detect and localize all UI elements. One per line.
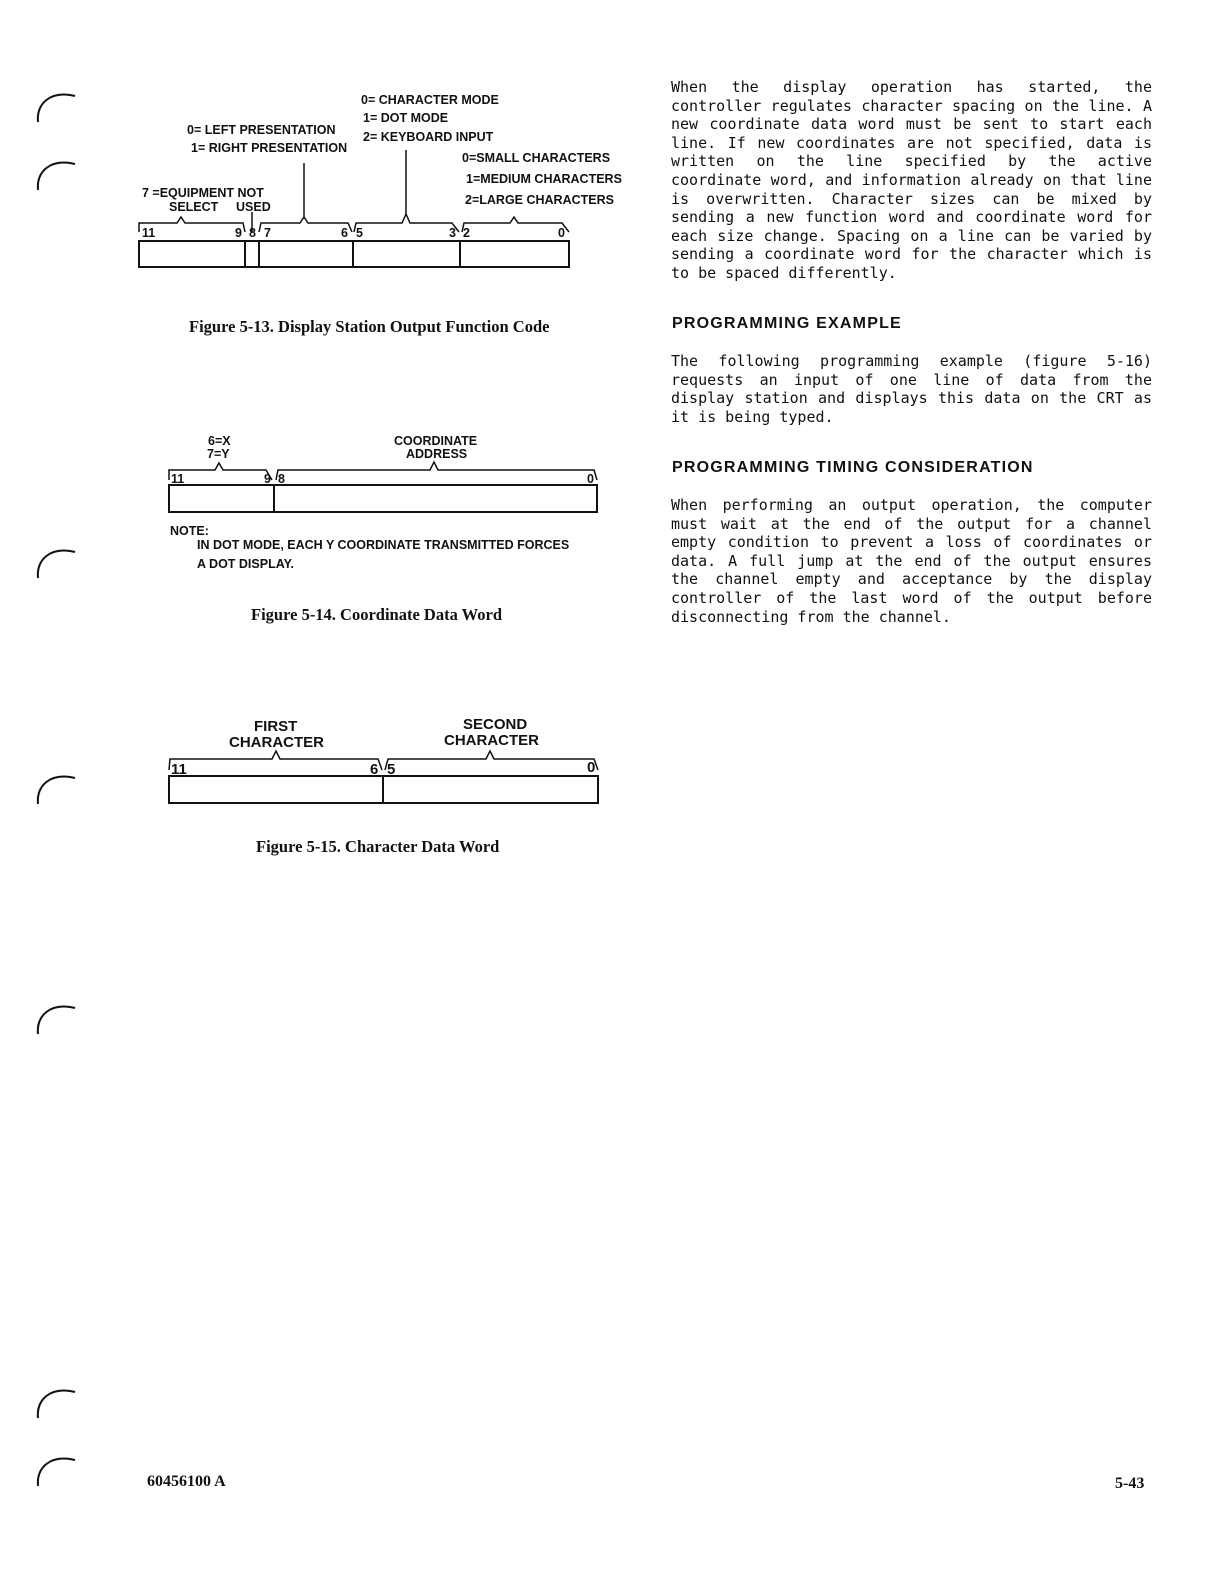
- size-label: 0=SMALL CHARACTERS: [462, 151, 611, 165]
- note-title: NOTE:: [170, 524, 209, 538]
- x-y-selector-label: 7=Y: [207, 447, 230, 461]
- x-y-selector-label: 6=X: [208, 434, 231, 448]
- not-used-label: USED: [236, 200, 271, 214]
- intro-paragraph: When the display operation has started, the controller regulates character spacing on the line. A new coordinate data word must be sent to start each line. If new coordinates are not specified, data is written on the line specified by the active coordinate word, and information already on that line is overwritten. Character sizes can be mixed by sending a new function word and coordinate word for each size change. Spacing on a line can be varied by sending a coordinate word for the character which is to be spaced differently.: [671, 78, 1152, 282]
- bit-number: 0: [587, 759, 596, 776]
- note-text: IN DOT MODE, EACH Y COORDINATE TRANSMITTED FORCES: [197, 538, 570, 552]
- bit-number: 6: [370, 761, 379, 778]
- bit-number: 3: [449, 226, 456, 240]
- bit-number: 11: [171, 472, 185, 486]
- bit-number: 8: [278, 472, 285, 486]
- function-code-label: 0= CHARACTER MODE: [361, 93, 499, 107]
- size-label: 1=MEDIUM CHARACTERS: [466, 172, 622, 186]
- equipment-not-select-label: 7 =EQUIPMENT NOT: [142, 186, 264, 200]
- size-label: 2=LARGE CHARACTERS: [465, 193, 614, 207]
- programming-example-heading: PROGRAMMING EXAMPLE: [672, 315, 902, 332]
- figure-caption: Figure 5-13. Display Station Output Function Code: [189, 317, 550, 336]
- timing-heading: PROGRAMMING TIMING CONSIDERATION: [672, 459, 1034, 476]
- figure-caption: Figure 5-15. Character Data Word: [256, 837, 500, 856]
- bit-number: 2: [463, 226, 470, 240]
- bit-number: 8: [249, 226, 256, 240]
- binder-hole-mark: [30, 1448, 80, 1488]
- bit-number: 11: [171, 761, 187, 778]
- bit-number: 0: [587, 472, 594, 486]
- function-code-label: 1= DOT MODE: [363, 111, 449, 125]
- coordinate-address-label: COORDINATE: [394, 434, 478, 448]
- bit-number: 9: [235, 226, 242, 240]
- bit-number: 11: [142, 226, 156, 240]
- second-character-label: SECOND: [463, 716, 528, 733]
- page-number: 5-43: [1115, 1475, 1145, 1492]
- coordinate-address-label: ADDRESS: [406, 447, 468, 461]
- presentation-label: 1= RIGHT PRESENTATION: [191, 141, 348, 155]
- bit-number: 7: [264, 226, 271, 240]
- function-code-label: 2= KEYBOARD INPUT: [363, 130, 494, 144]
- bit-number: 5: [356, 226, 363, 240]
- binder-hole-mark: [30, 996, 80, 1036]
- programming-example-paragraph: The following programming example (figure 5-16) requests an input of one line of data from the display station and displays this data on the CRT as it is being typed.: [671, 352, 1152, 426]
- second-character-label: CHARACTER: [444, 732, 539, 749]
- timing-paragraph: When performing an output operation, the computer must wait at the end of the output for a channel empty condition to prevent a loss of coordinates or data. A full jump at the end of the output ensures the channel empty and acceptance by the display controller of the last word of the output before disconnecting from the channel.: [671, 496, 1152, 626]
- equipment-not-select-label: SELECT: [169, 200, 219, 214]
- bit-number: 0: [558, 226, 565, 240]
- first-character-label: FIRST: [254, 718, 298, 735]
- first-character-label: CHARACTER: [229, 734, 324, 751]
- figure-caption: Figure 5-14. Coordinate Data Word: [251, 605, 503, 624]
- bit-number: 5: [387, 761, 396, 778]
- bit-number: 6: [341, 226, 348, 240]
- document-number: 60456100 A: [147, 1473, 226, 1490]
- bit-number: 9: [264, 472, 271, 486]
- note-text: A DOT DISPLAY.: [197, 557, 295, 571]
- binder-hole-mark: [30, 1380, 80, 1420]
- presentation-label: 0= LEFT PRESENTATION: [187, 123, 336, 137]
